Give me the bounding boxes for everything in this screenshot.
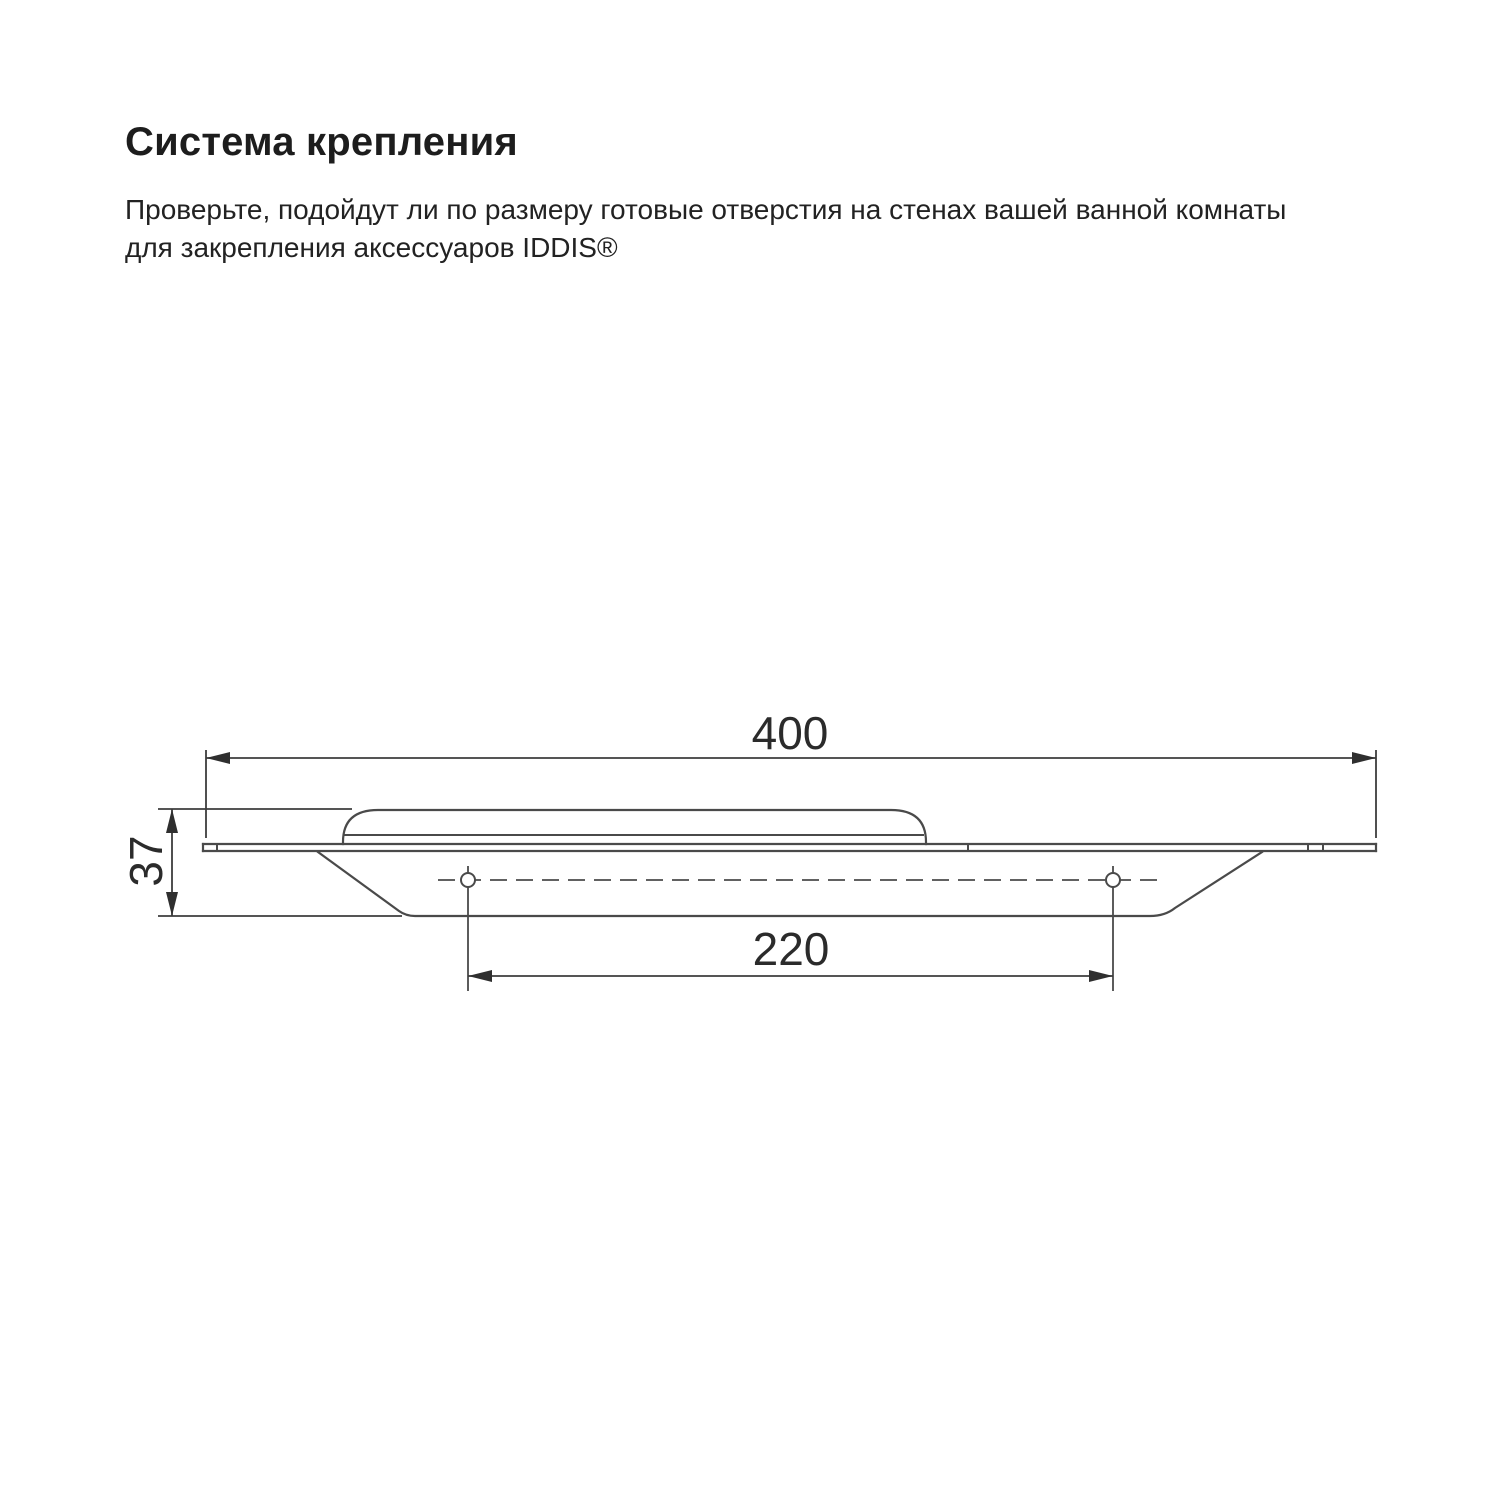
arrowhead-left: [206, 752, 230, 764]
shelf-profile: [203, 810, 1376, 916]
dimension-hole-spacing: [468, 923, 1113, 982]
description-line-2: для закрепления аксессуаров IDDIS®: [125, 232, 618, 263]
shelf-plate: [203, 844, 1376, 851]
shelf-holder-body: [343, 810, 926, 844]
arrowhead-right: [1352, 752, 1376, 764]
arrowhead-down: [166, 892, 178, 916]
dim-400-label: 400: [751, 707, 829, 759]
arrowhead-left: [468, 970, 492, 982]
mounting-hole-right: [1106, 866, 1120, 991]
dimension-total-width: [206, 707, 1376, 838]
mounting-hole-left: [461, 866, 475, 991]
mounting-bracket: [318, 852, 1262, 916]
dim-220-label: 220: [752, 923, 830, 975]
description-line-1: Проверьте, подойдут ли по размеру готовые отверстия на стенах вашей ванной комнаты: [125, 194, 1287, 225]
arrowhead-up: [166, 809, 178, 833]
page-title: Система крепления: [125, 120, 518, 164]
arrowhead-right: [1089, 970, 1113, 982]
dim-37-label: 37: [120, 835, 172, 887]
dimension-profile-height: [120, 809, 402, 916]
